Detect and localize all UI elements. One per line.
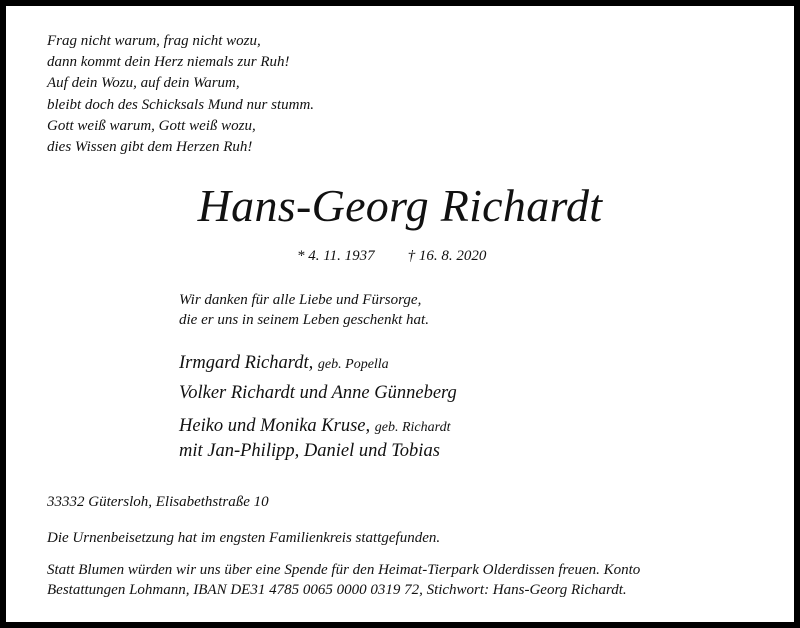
poem-line: Auf dein Wozu, auf dein Warum, <box>47 75 240 92</box>
poem-line: Frag nicht warum, frag nicht wozu, <box>47 33 261 49</box>
thanks-text <box>179 290 429 330</box>
maiden-name-note: geb. Popella <box>317 357 389 372</box>
thanks-line: Wir danken für alle Liebe und Fürsorge, <box>179 292 422 308</box>
poem <box>47 31 314 158</box>
burial-note: Die Urnenbeisetzung hat im engsten Familienkreis stattgefunden. <box>47 530 441 546</box>
family-address: 33332 Gütersloh, Elisabethstraße 10 <box>47 494 269 510</box>
maiden-name-note: geb. Richardt <box>374 420 451 435</box>
donation-line: Statt Blumen würden wir uns über eine Spende für den Heimat-Tierpark Olderdissen freuen. Konto <box>47 562 641 578</box>
poem-line: dann kommt dein Herz niemals zur Ruh! <box>47 54 290 71</box>
life-dates <box>297 246 486 266</box>
mourner-name: Irmgard Richardt, <box>179 353 314 373</box>
birth-date: * 4. 11. 1937 <box>297 248 375 264</box>
mourner-line <box>179 351 389 377</box>
deceased-name: Hans-Georg Richardt <box>197 180 603 231</box>
mourner-line <box>179 414 450 440</box>
thanks-line: die er uns in seinem Leben geschenkt hat. <box>179 312 429 328</box>
mourner-line: Volker Richardt und Anne Günneberg <box>179 383 457 403</box>
mourner-name: Heiko und Monika Kruse, <box>179 416 371 436</box>
poem-line: dies Wissen gibt dem Herzen Ruh! <box>47 139 253 156</box>
mourner-line: mit Jan-Philipp, Daniel und Tobias <box>179 441 440 461</box>
death-date: † 16. 8. 2020 <box>407 248 487 264</box>
donation-line: Bestattungen Lohmann, IBAN DE31 4785 0065 0000 0319 72, Stichwort: Hans-Georg Richardt. <box>47 582 627 598</box>
donation-note <box>47 560 767 600</box>
poem-line: Gott weiß warum, Gott weiß wozu, <box>47 117 256 134</box>
poem-line: bleibt doch des Schicksals Mund nur stumm. <box>47 96 315 113</box>
